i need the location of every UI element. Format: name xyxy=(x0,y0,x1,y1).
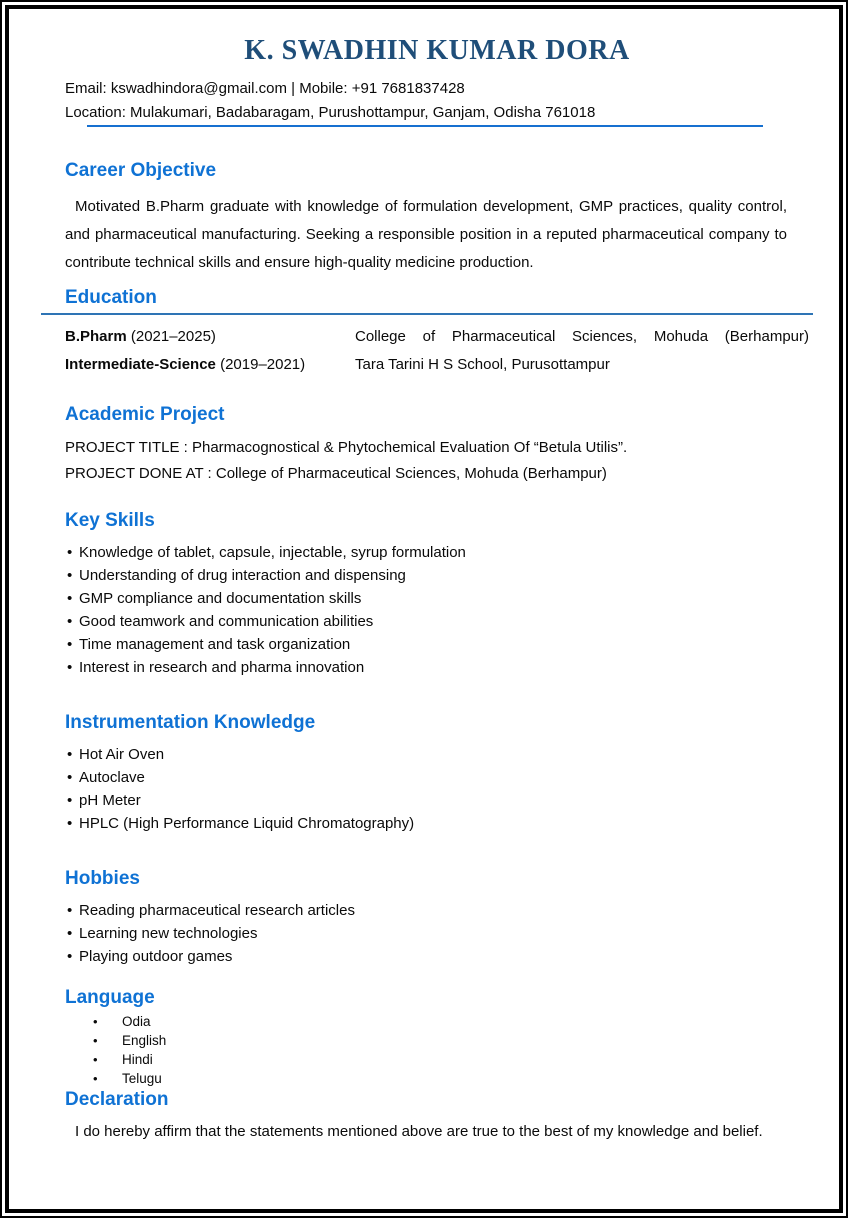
resume-page xyxy=(5,5,843,1213)
contact-divider xyxy=(87,125,763,127)
education-table xyxy=(65,323,809,379)
heading-career-objective: Career Objective xyxy=(65,160,217,181)
career-objective-text: Motivated B.Pharm graduate with knowledge of formulation development, GMP practices, quality control, and pharmaceutical manufacturing. Seeking a responsible position in a reputed pharmaceutical company to contribute technical skills and ensure high-quality medicine production. xyxy=(65,198,787,271)
contact-location: Location: Mulakumari, Badabaragam, Purushottampur, Ganjam, Odisha 761018 xyxy=(65,104,596,121)
heading-hobbies: Hobbies xyxy=(65,868,140,889)
list-item: • Autoclave xyxy=(65,766,809,789)
list-item: • Playing outdoor games xyxy=(65,945,809,968)
list-item: • English xyxy=(65,1031,809,1050)
education-institution: College of Pharmaceutical Sciences, Mohuda (Berhampur) xyxy=(355,328,809,345)
list-item: • Odia xyxy=(65,1012,809,1031)
language-list xyxy=(65,1012,809,1088)
list-item: • Hot Air Oven xyxy=(65,743,809,766)
list-item: • Time management and task organization xyxy=(65,633,809,656)
education-row xyxy=(65,323,809,351)
declaration-text: I do hereby affirm that the statements mentioned above are true to the best of my knowledge and belief. xyxy=(75,1123,763,1140)
heading-instrumentation-knowledge: Instrumentation Knowledge xyxy=(65,712,316,733)
list-item: • Hindi xyxy=(65,1050,809,1069)
hobbies-list xyxy=(65,899,809,968)
education-degree: B.Pharm (2021–2025) xyxy=(65,328,216,345)
education-degree: Intermediate-Science (2019–2021) xyxy=(65,356,306,373)
education-row xyxy=(65,351,809,379)
education-divider xyxy=(41,313,813,315)
project-done-at-line: PROJECT DONE AT : College of Pharmaceutical Sciences, Mohuda (Berhampur) xyxy=(65,465,607,482)
list-item: • Interest in research and pharma innovation xyxy=(65,656,809,679)
list-item: • pH Meter xyxy=(65,789,809,812)
list-item: • Learning new technologies xyxy=(65,922,809,945)
list-item: • GMP compliance and documentation skills xyxy=(65,587,809,610)
heading-language: Language xyxy=(65,987,155,1008)
key-skills-list xyxy=(65,541,809,679)
project-title-line: PROJECT TITLE : Pharmacognostical & Phytochemical Evaluation Of “Betula Utilis”. xyxy=(65,439,628,456)
list-item: • Understanding of drug interaction and dispensing xyxy=(65,564,809,587)
list-item: • Reading pharmaceutical research articles xyxy=(65,899,809,922)
list-item: • Good teamwork and communication abilities xyxy=(65,610,809,633)
list-item: • Telugu xyxy=(65,1069,809,1088)
academic-project-details xyxy=(65,435,809,487)
education-institution: Tara Tarini H S School, Purusottampur xyxy=(355,356,610,373)
resume-name: K. SWADHIN KUMAR DORA xyxy=(244,35,630,66)
heading-academic-project: Academic Project xyxy=(65,404,225,425)
heading-declaration: Declaration xyxy=(65,1089,169,1110)
heading-key-skills: Key Skills xyxy=(65,510,155,531)
instrumentation-list xyxy=(65,743,809,835)
contact-email-mobile: Email: kswadhindora@gmail.com | Mobile: +91 7681837428 xyxy=(65,80,465,97)
heading-education: Education xyxy=(65,287,157,308)
list-item: • Knowledge of tablet, capsule, injectable, syrup formulation xyxy=(65,541,809,564)
list-item: • HPLC (High Performance Liquid Chromatography) xyxy=(65,812,809,835)
